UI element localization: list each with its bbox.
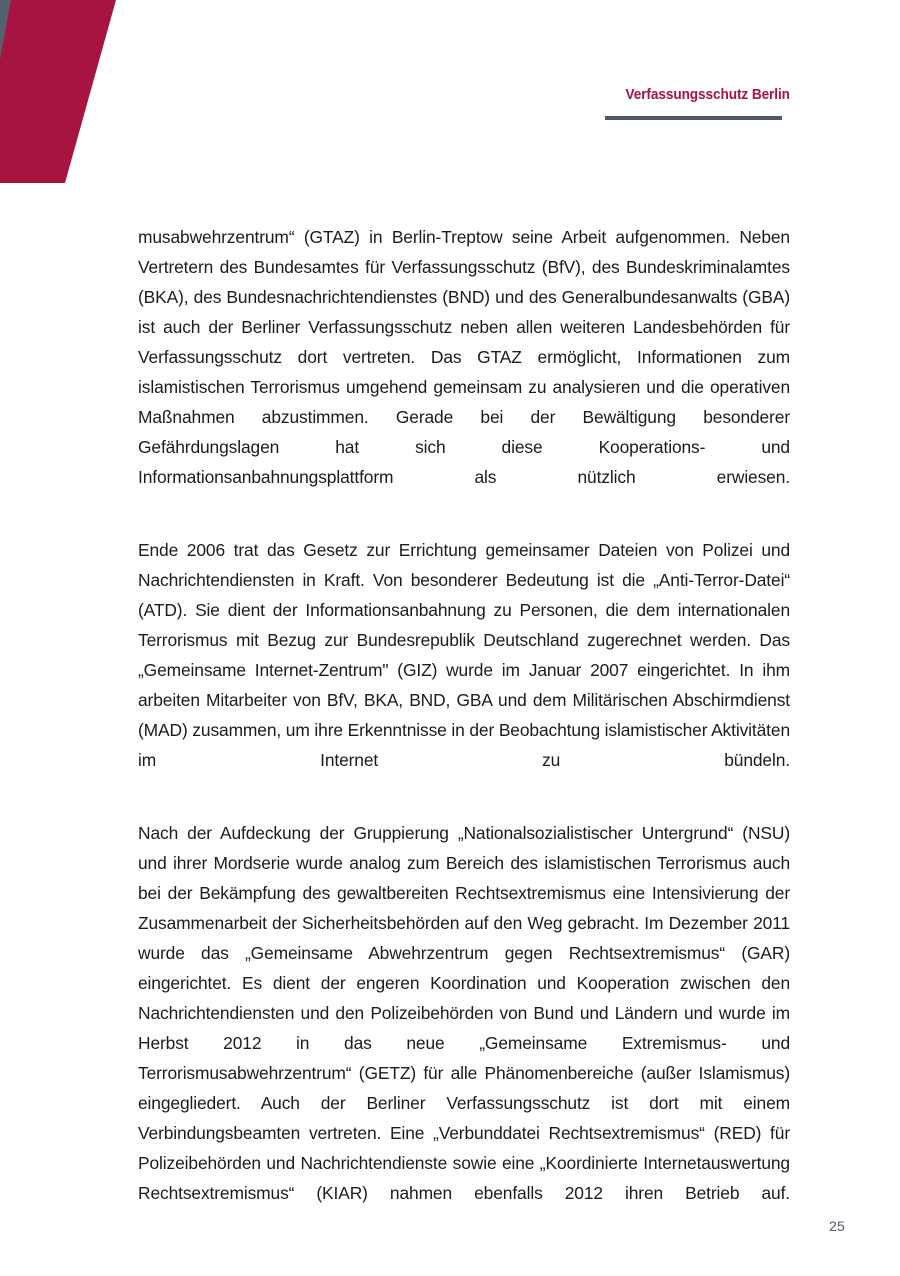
body-content — [138, 222, 790, 1238]
body-paragraph: Nach der Aufdeckung der Gruppierung „Nationalsozialistischer Untergrund“ (NSU) und ihrer Mordserie wurde analog zum Bereich des islamistischen Terrorismus auch bei der Bekämpfung des gewaltbereiten Rechtsextremismus eine Intensivierung der Zusammenarbeit der Sicherheitsbehörden auf den Weg gebracht. Im Dezember 2011 wurde das „Gemeinsame Abwehrzentrum gegen Rechtsextremismus“ (GAR) eingerichtet. Es dient der engeren Koordination und Kooperation zwischen den Nachrichtendiensten und den Polizeibehörden von Bund und Ländern und wurde im Herbst 2012 in das neue „Gemeinsame Extremismus- und Terrorismusabwehrzentrum“ (GETZ) für alle Phänomenbereiche (außer Islamismus) eingegliedert. Auch der Berliner Verfassungsschutz ist dort mit einem Verbindungsbeamten vertreten. Eine „Verbunddatei Rechtsextremismus“ (RED) für Polizeibehörden und Nachrichtendienste sowie eine „Koordinierte Internetauswertung Rechtsextremismus“ (KIAR) nahmen ebenfalls 2012 ihren Betrieb auf. — [138, 823, 790, 1203]
header-title: Verfassungsschutz Berlin — [625, 87, 790, 103]
body-paragraph: Ende 2006 trat das Gesetz zur Errichtung gemeinsamer Dateien von Polizei und Nachrichtendiensten in Kraft. Von besonderer Bedeutung ist die „Anti-Terror-Datei“ (ATD). Sie dient der Informationsanbahnung zu Personen, die dem internationalen Terrorismus mit Bezug zur Bundesrepublik Deutschland zugerechnet werden. Das „Gemeinsame Internet-Zentrum" (GIZ) wurde im Januar 2007 eingerichtet. In ihm arbeiten Mitarbeiter von BfV, BKA, BND, GBA und dem Militärischen Abschirmdienst (MAD) zusammen, um ihre Erkenntnisse in der Beobachtung islamistischer Aktivitäten im Internet zu bündeln. — [138, 540, 790, 770]
page-number: 25 — [829, 1218, 845, 1234]
header-rule — [605, 116, 782, 120]
body-paragraph: musabwehrzentrum“ (GTAZ) in Berlin-Treptow seine Arbeit aufgenommen. Neben Vertretern des Bundesamtes für Verfassungsschutz (BfV), des Bundeskriminalamtes (BKA), des Bundesnachrichtendienstes (BND) und des Generalbundesanwalts (GBA) ist auch der Berliner Verfassungsschutz neben allen weiteren Landesbehörden für Verfassungsschutz dort vertreten. Das GTAZ ermöglicht, Informationen zum islamistischen Terrorismus umgehend gemeinsam zu analysieren und die operativen Maßnahmen abzustimmen. Gerade bei der Bewältigung besonderer Gefährdungslagen hat sich diese Kooperations- und Informationsanbahnungsplattform als nützlich erwiesen. — [138, 227, 790, 487]
corner-slate-wedge — [0, 0, 26, 60]
running-header — [0, 86, 900, 104]
